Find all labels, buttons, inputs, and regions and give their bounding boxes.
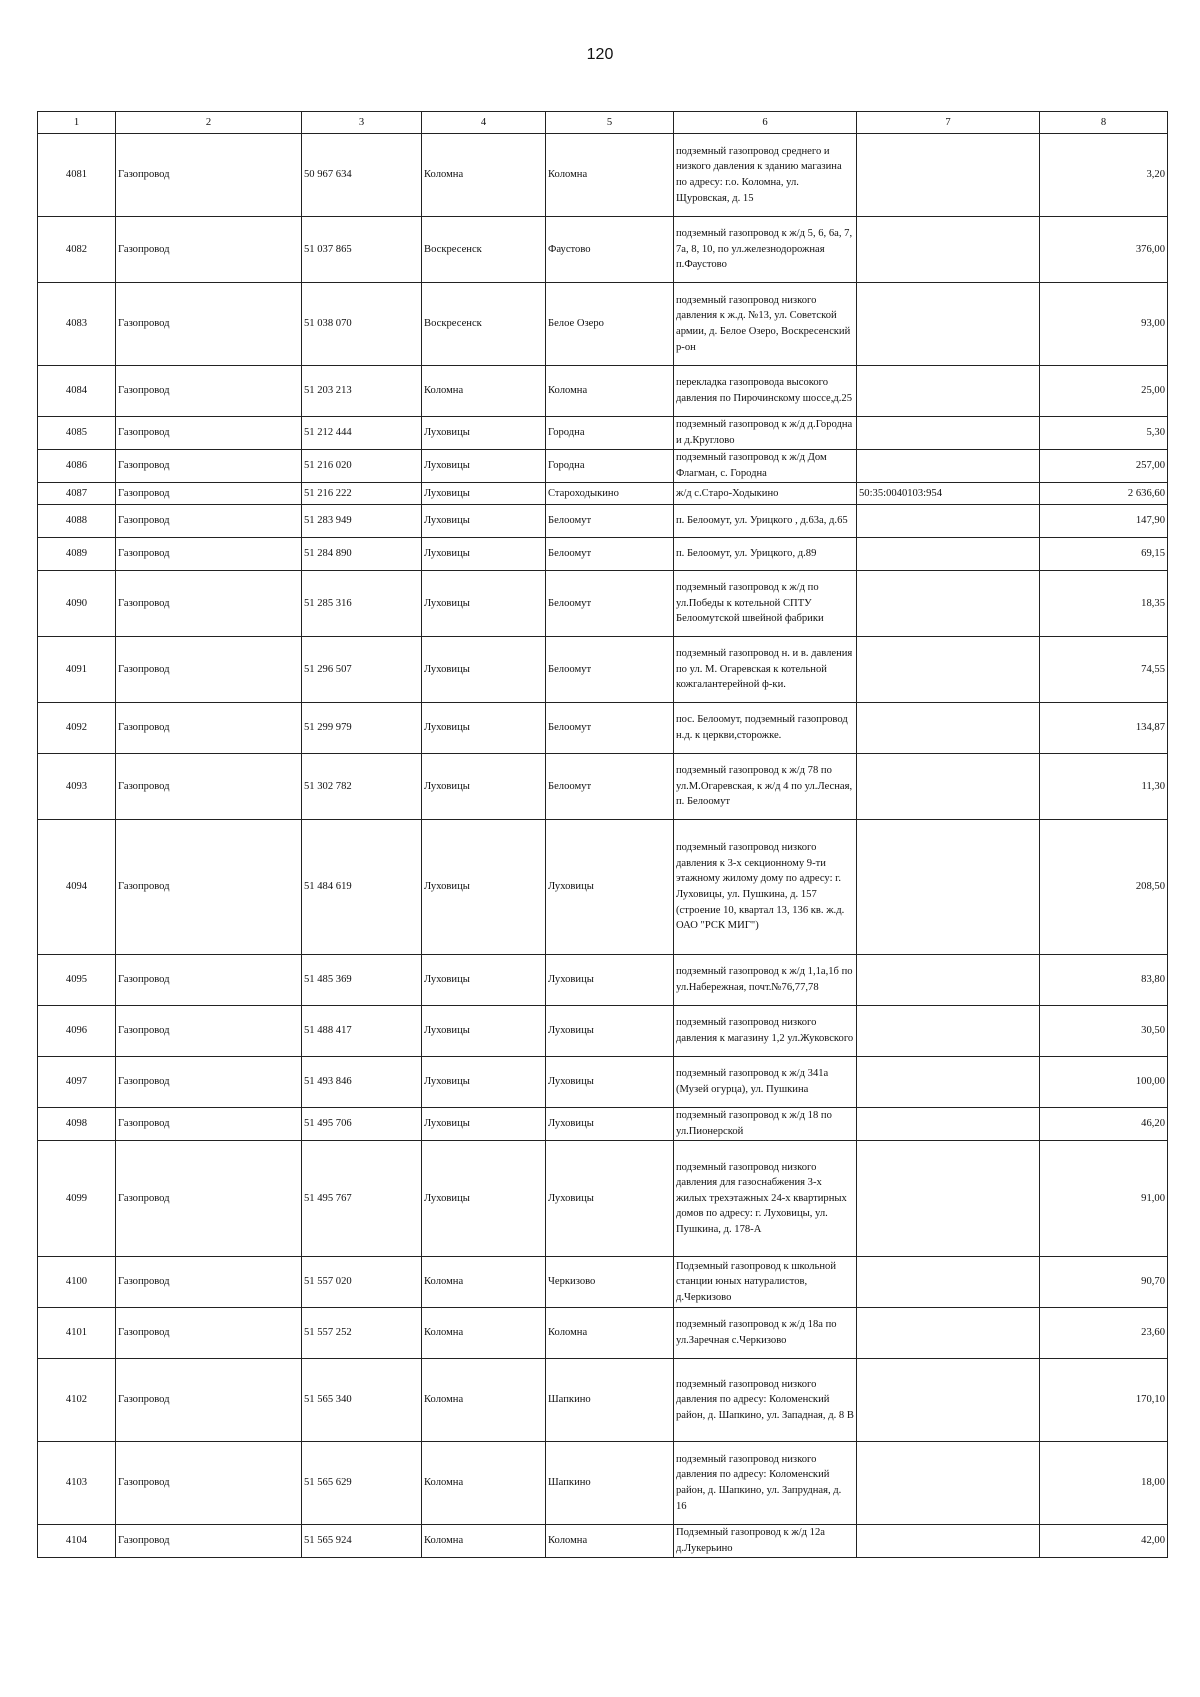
district-cell: Коломна — [422, 1359, 546, 1442]
cadastral-number-cell — [857, 417, 1040, 450]
inventory-code-cell: 51 493 846 — [302, 1057, 422, 1108]
district-cell: Луховицы — [422, 417, 546, 450]
length-cell: 5,30 — [1040, 417, 1168, 450]
description-cell: подземный газопровод к ж/д Дом Флагман, с. Городна — [674, 450, 857, 483]
length-cell: 3,20 — [1040, 134, 1168, 217]
locality-cell: Белоомут — [546, 754, 674, 820]
column-header: 2 — [116, 112, 302, 134]
inventory-code-cell: 51 296 507 — [302, 637, 422, 703]
description-cell: подземный газопровод к ж/д 18а по ул.Заречная с.Черкизово — [674, 1308, 857, 1359]
object-type-cell: Газопровод — [116, 955, 302, 1006]
table-row — [38, 366, 1168, 417]
row-number-cell: 4085 — [38, 417, 116, 450]
district-cell: Луховицы — [422, 1141, 546, 1257]
description-cell: перекладка газопровода высокого давления по Пирочинскому шоссе,д.25 — [674, 366, 857, 417]
table-row — [38, 820, 1168, 955]
row-number-cell: 4104 — [38, 1525, 116, 1558]
district-cell: Луховицы — [422, 703, 546, 754]
row-number-cell: 4099 — [38, 1141, 116, 1257]
object-type-cell: Газопровод — [116, 571, 302, 637]
district-cell: Луховицы — [422, 754, 546, 820]
object-type-cell: Газопровод — [116, 483, 302, 505]
object-type-cell: Газопровод — [116, 754, 302, 820]
length-cell: 74,55 — [1040, 637, 1168, 703]
table-row — [38, 1006, 1168, 1057]
length-cell: 147,90 — [1040, 505, 1168, 538]
locality-cell: Староходыкино — [546, 483, 674, 505]
inventory-code-cell: 51 284 890 — [302, 538, 422, 571]
length-cell: 91,00 — [1040, 1141, 1168, 1257]
cadastral-number-cell — [857, 538, 1040, 571]
object-type-cell: Газопровод — [116, 1442, 302, 1525]
description-cell: подземный газопровод к ж/д д.Городна и д.Круглово — [674, 417, 857, 450]
table-body — [38, 134, 1168, 1558]
inventory-code-cell: 51 495 767 — [302, 1141, 422, 1257]
inventory-code-cell: 50 967 634 — [302, 134, 422, 217]
table-row — [38, 505, 1168, 538]
row-number-cell: 4103 — [38, 1442, 116, 1525]
length-cell: 46,20 — [1040, 1108, 1168, 1141]
cadastral-number-cell — [857, 1108, 1040, 1141]
description-cell: подземный газопровод к ж/д 341а (Музей огурца), ул. Пушкина — [674, 1057, 857, 1108]
row-number-cell: 4082 — [38, 217, 116, 283]
description-cell: подземный газопровод низкого давления по адресу: Коломенский район, д. Шапкино, ул. Западная, д. 8 В — [674, 1359, 857, 1442]
cadastral-number-cell — [857, 955, 1040, 1006]
length-cell: 90,70 — [1040, 1257, 1168, 1308]
length-cell: 257,00 — [1040, 450, 1168, 483]
locality-cell: Белоомут — [546, 505, 674, 538]
district-cell: Луховицы — [422, 820, 546, 955]
object-type-cell: Газопровод — [116, 1308, 302, 1359]
cadastral-number-cell — [857, 1057, 1040, 1108]
inventory-code-cell: 51 557 252 — [302, 1308, 422, 1359]
table-row — [38, 450, 1168, 483]
object-type-cell: Газопровод — [116, 820, 302, 955]
cadastral-number-cell — [857, 217, 1040, 283]
district-cell: Коломна — [422, 134, 546, 217]
row-number-cell: 4091 — [38, 637, 116, 703]
cadastral-number-cell — [857, 1141, 1040, 1257]
table-row — [38, 1525, 1168, 1558]
row-number-cell: 4089 — [38, 538, 116, 571]
district-cell: Луховицы — [422, 1108, 546, 1141]
district-cell: Коломна — [422, 366, 546, 417]
row-number-cell: 4094 — [38, 820, 116, 955]
column-header: 8 — [1040, 112, 1168, 134]
length-cell: 100,00 — [1040, 1057, 1168, 1108]
object-type-cell: Газопровод — [116, 1525, 302, 1558]
table-row — [38, 1257, 1168, 1308]
locality-cell: Шапкино — [546, 1359, 674, 1442]
row-number-cell: 4101 — [38, 1308, 116, 1359]
district-cell: Воскресенск — [422, 283, 546, 366]
row-number-cell: 4097 — [38, 1057, 116, 1108]
table-row — [38, 571, 1168, 637]
cadastral-number-cell — [857, 820, 1040, 955]
cadastral-number-cell — [857, 571, 1040, 637]
length-cell: 30,50 — [1040, 1006, 1168, 1057]
table-row — [38, 1359, 1168, 1442]
locality-cell: Белое Озеро — [546, 283, 674, 366]
object-type-cell: Газопровод — [116, 450, 302, 483]
description-cell: подземный газопровод низкого давления по адресу: Коломенский район, д. Шапкино, ул. Запрудная, д. 16 — [674, 1442, 857, 1525]
column-header: 1 — [38, 112, 116, 134]
cadastral-number-cell — [857, 1525, 1040, 1558]
cadastral-number-cell — [857, 637, 1040, 703]
locality-cell: Городна — [546, 450, 674, 483]
cadastral-number-cell — [857, 283, 1040, 366]
length-cell: 170,10 — [1040, 1359, 1168, 1442]
row-number-cell: 4092 — [38, 703, 116, 754]
description-cell: подземный газопровод н. и в. давления по ул. М. Огаревская к котельной кожгалантерейной ф-ки. — [674, 637, 857, 703]
object-type-cell: Газопровод — [116, 538, 302, 571]
table-row — [38, 955, 1168, 1006]
table-row — [38, 538, 1168, 571]
locality-cell: Луховицы — [546, 820, 674, 955]
district-cell: Коломна — [422, 1257, 546, 1308]
row-number-cell: 4086 — [38, 450, 116, 483]
row-number-cell: 4093 — [38, 754, 116, 820]
object-type-cell: Газопровод — [116, 1359, 302, 1442]
locality-cell: Фаустово — [546, 217, 674, 283]
district-cell: Луховицы — [422, 637, 546, 703]
inventory-code-cell: 51 488 417 — [302, 1006, 422, 1057]
district-cell: Луховицы — [422, 483, 546, 505]
row-number-cell: 4102 — [38, 1359, 116, 1442]
locality-cell: Шапкино — [546, 1442, 674, 1525]
object-type-cell: Газопровод — [116, 1006, 302, 1057]
table-row — [38, 417, 1168, 450]
table-row — [38, 637, 1168, 703]
description-cell: подземный газопровод низкого давления для газоснабжения 3-х жилых трехэтажных 24-х квартирных домов по адресу: г. Луховицы, ул. Пушкина, д. 178-А — [674, 1141, 857, 1257]
table-row — [38, 134, 1168, 217]
object-type-cell: Газопровод — [116, 505, 302, 538]
locality-cell: Луховицы — [546, 1006, 674, 1057]
district-cell: Воскресенск — [422, 217, 546, 283]
district-cell: Коломна — [422, 1308, 546, 1359]
row-number-cell: 4090 — [38, 571, 116, 637]
district-cell: Луховицы — [422, 450, 546, 483]
inventory-code-cell: 51 302 782 — [302, 754, 422, 820]
header-row — [38, 112, 1168, 134]
inventory-code-cell: 51 212 444 — [302, 417, 422, 450]
description-cell: п. Белоомут, ул. Урицкого, д.89 — [674, 538, 857, 571]
cadastral-number-cell — [857, 134, 1040, 217]
locality-cell: Белоомут — [546, 571, 674, 637]
object-type-cell: Газопровод — [116, 283, 302, 366]
description-cell: подземный газопровод к ж/д 1,1а,1б по ул.Набережная, почт.№76,77,78 — [674, 955, 857, 1006]
column-header: 7 — [857, 112, 1040, 134]
registry-table — [37, 111, 1168, 1558]
locality-cell: Белоомут — [546, 703, 674, 754]
length-cell: 208,50 — [1040, 820, 1168, 955]
description-cell: пос. Белоомут, подземный газопровод н.д. к церкви,сторожке. — [674, 703, 857, 754]
inventory-code-cell: 51 203 213 — [302, 366, 422, 417]
locality-cell: Луховицы — [546, 1141, 674, 1257]
description-cell: подземный газопровод к ж/д по ул.Победы к котельной СПТУ Белоомутской швейной фабрики — [674, 571, 857, 637]
cadastral-number-cell — [857, 1359, 1040, 1442]
locality-cell: Луховицы — [546, 1057, 674, 1108]
cadastral-number-cell — [857, 505, 1040, 538]
inventory-code-cell: 51 038 070 — [302, 283, 422, 366]
table-row — [38, 483, 1168, 505]
row-number-cell: 4081 — [38, 134, 116, 217]
locality-cell: Городна — [546, 417, 674, 450]
cadastral-number-cell — [857, 703, 1040, 754]
locality-cell: Белоомут — [546, 637, 674, 703]
row-number-cell: 4083 — [38, 283, 116, 366]
row-number-cell: 4100 — [38, 1257, 116, 1308]
length-cell: 18,35 — [1040, 571, 1168, 637]
locality-cell: Белоомут — [546, 538, 674, 571]
page-number: 120 — [586, 46, 614, 63]
inventory-code-cell: 51 565 629 — [302, 1442, 422, 1525]
district-cell: Луховицы — [422, 505, 546, 538]
column-header: 6 — [674, 112, 857, 134]
description-cell: ж/д с.Старо-Ходыкино — [674, 483, 857, 505]
cadastral-number-cell — [857, 1257, 1040, 1308]
row-number-cell: 4087 — [38, 483, 116, 505]
locality-cell: Черкизово — [546, 1257, 674, 1308]
inventory-code-cell: 51 037 865 — [302, 217, 422, 283]
cadastral-number-cell — [857, 754, 1040, 820]
description-cell: подземный газопровод низкого давления к 3-х секционному 9-ти этажному жилому дому по адресу: г. Луховицы, ул. Пушкина, д. 157 (строение 10, квартал 13, 136 кв. ж.д. ОАО "РСК МИГ") — [674, 820, 857, 955]
locality-cell: Коломна — [546, 1525, 674, 1558]
inventory-code-cell: 51 557 020 — [302, 1257, 422, 1308]
cadastral-number-cell — [857, 366, 1040, 417]
length-cell: 376,00 — [1040, 217, 1168, 283]
district-cell: Луховицы — [422, 955, 546, 1006]
table-row — [38, 1442, 1168, 1525]
column-header: 5 — [546, 112, 674, 134]
district-cell: Луховицы — [422, 538, 546, 571]
inventory-code-cell: 51 299 979 — [302, 703, 422, 754]
object-type-cell: Газопровод — [116, 1257, 302, 1308]
row-number-cell: 4098 — [38, 1108, 116, 1141]
table-row — [38, 754, 1168, 820]
description-cell: подземный газопровод низкого давления к ж.д. №13, ул. Советской армии, д. Белое Озеро, Воскресенский р-он — [674, 283, 857, 366]
inventory-code-cell: 51 565 924 — [302, 1525, 422, 1558]
table-row — [38, 1108, 1168, 1141]
length-cell: 25,00 — [1040, 366, 1168, 417]
row-number-cell: 4088 — [38, 505, 116, 538]
inventory-code-cell: 51 565 340 — [302, 1359, 422, 1442]
locality-cell: Коломна — [546, 1308, 674, 1359]
table-row — [38, 1057, 1168, 1108]
description-cell: подземный газопровод низкого давления к магазину 1,2 ул.Жуковского — [674, 1006, 857, 1057]
object-type-cell: Газопровод — [116, 1108, 302, 1141]
inventory-code-cell: 51 216 020 — [302, 450, 422, 483]
inventory-code-cell: 51 495 706 — [302, 1108, 422, 1141]
district-cell: Коломна — [422, 1525, 546, 1558]
description-cell: Подземный газопровод к ж/д 12а д.Лукерьино — [674, 1525, 857, 1558]
district-cell: Луховицы — [422, 1057, 546, 1108]
object-type-cell: Газопровод — [116, 1057, 302, 1108]
locality-cell: Луховицы — [546, 955, 674, 1006]
length-cell: 69,15 — [1040, 538, 1168, 571]
cadastral-number-cell: 50:35:0040103:954 — [857, 483, 1040, 505]
object-type-cell: Газопровод — [116, 366, 302, 417]
length-cell: 42,00 — [1040, 1525, 1168, 1558]
object-type-cell: Газопровод — [116, 417, 302, 450]
object-type-cell: Газопровод — [116, 637, 302, 703]
column-header: 3 — [302, 112, 422, 134]
table-row — [38, 283, 1168, 366]
inventory-code-cell: 51 484 619 — [302, 820, 422, 955]
object-type-cell: Газопровод — [116, 217, 302, 283]
inventory-code-cell: 51 285 316 — [302, 571, 422, 637]
description-cell: п. Белоомут, ул. Урицкого , д.63а, д.65 — [674, 505, 857, 538]
cadastral-number-cell — [857, 1308, 1040, 1359]
locality-cell: Луховицы — [546, 1108, 674, 1141]
length-cell: 134,87 — [1040, 703, 1168, 754]
description-cell: подземный газопровод к ж/д 5, 6, 6а, 7, 7а, 8, 10, по ул.железнодорожная п.Фаустово — [674, 217, 857, 283]
row-number-cell: 4084 — [38, 366, 116, 417]
object-type-cell: Газопровод — [116, 703, 302, 754]
cadastral-number-cell — [857, 1442, 1040, 1525]
cadastral-number-cell — [857, 1006, 1040, 1057]
locality-cell: Коломна — [546, 366, 674, 417]
column-header: 4 — [422, 112, 546, 134]
inventory-code-cell: 51 283 949 — [302, 505, 422, 538]
inventory-code-cell: 51 216 222 — [302, 483, 422, 505]
description-cell: подземный газопровод среднего и низкого давления к зданию магазина по адресу: г.о. Коломна, ул. Щуровская, д. 15 — [674, 134, 857, 217]
district-cell: Луховицы — [422, 1006, 546, 1057]
district-cell: Коломна — [422, 1442, 546, 1525]
table-row — [38, 1141, 1168, 1257]
length-cell: 93,00 — [1040, 283, 1168, 366]
length-cell: 23,60 — [1040, 1308, 1168, 1359]
length-cell: 2 636,60 — [1040, 483, 1168, 505]
length-cell: 18,00 — [1040, 1442, 1168, 1525]
description-cell: Подземный газопровод к школьной станции юных натуралистов, д.Черкизово — [674, 1257, 857, 1308]
inventory-code-cell: 51 485 369 — [302, 955, 422, 1006]
table-row — [38, 217, 1168, 283]
table-row — [38, 1308, 1168, 1359]
length-cell: 83,80 — [1040, 955, 1168, 1006]
description-cell: подземный газопровод к ж/д 18 по ул.Пионерской — [674, 1108, 857, 1141]
table-row — [38, 703, 1168, 754]
cadastral-number-cell — [857, 450, 1040, 483]
object-type-cell: Газопровод — [116, 1141, 302, 1257]
description-cell: подземный газопровод к ж/д 78 по ул.М.Огаревская, к ж/д 4 по ул.Лесная, п. Белоомут — [674, 754, 857, 820]
length-cell: 11,30 — [1040, 754, 1168, 820]
district-cell: Луховицы — [422, 571, 546, 637]
row-number-cell: 4096 — [38, 1006, 116, 1057]
object-type-cell: Газопровод — [116, 134, 302, 217]
row-number-cell: 4095 — [38, 955, 116, 1006]
locality-cell: Коломна — [546, 134, 674, 217]
